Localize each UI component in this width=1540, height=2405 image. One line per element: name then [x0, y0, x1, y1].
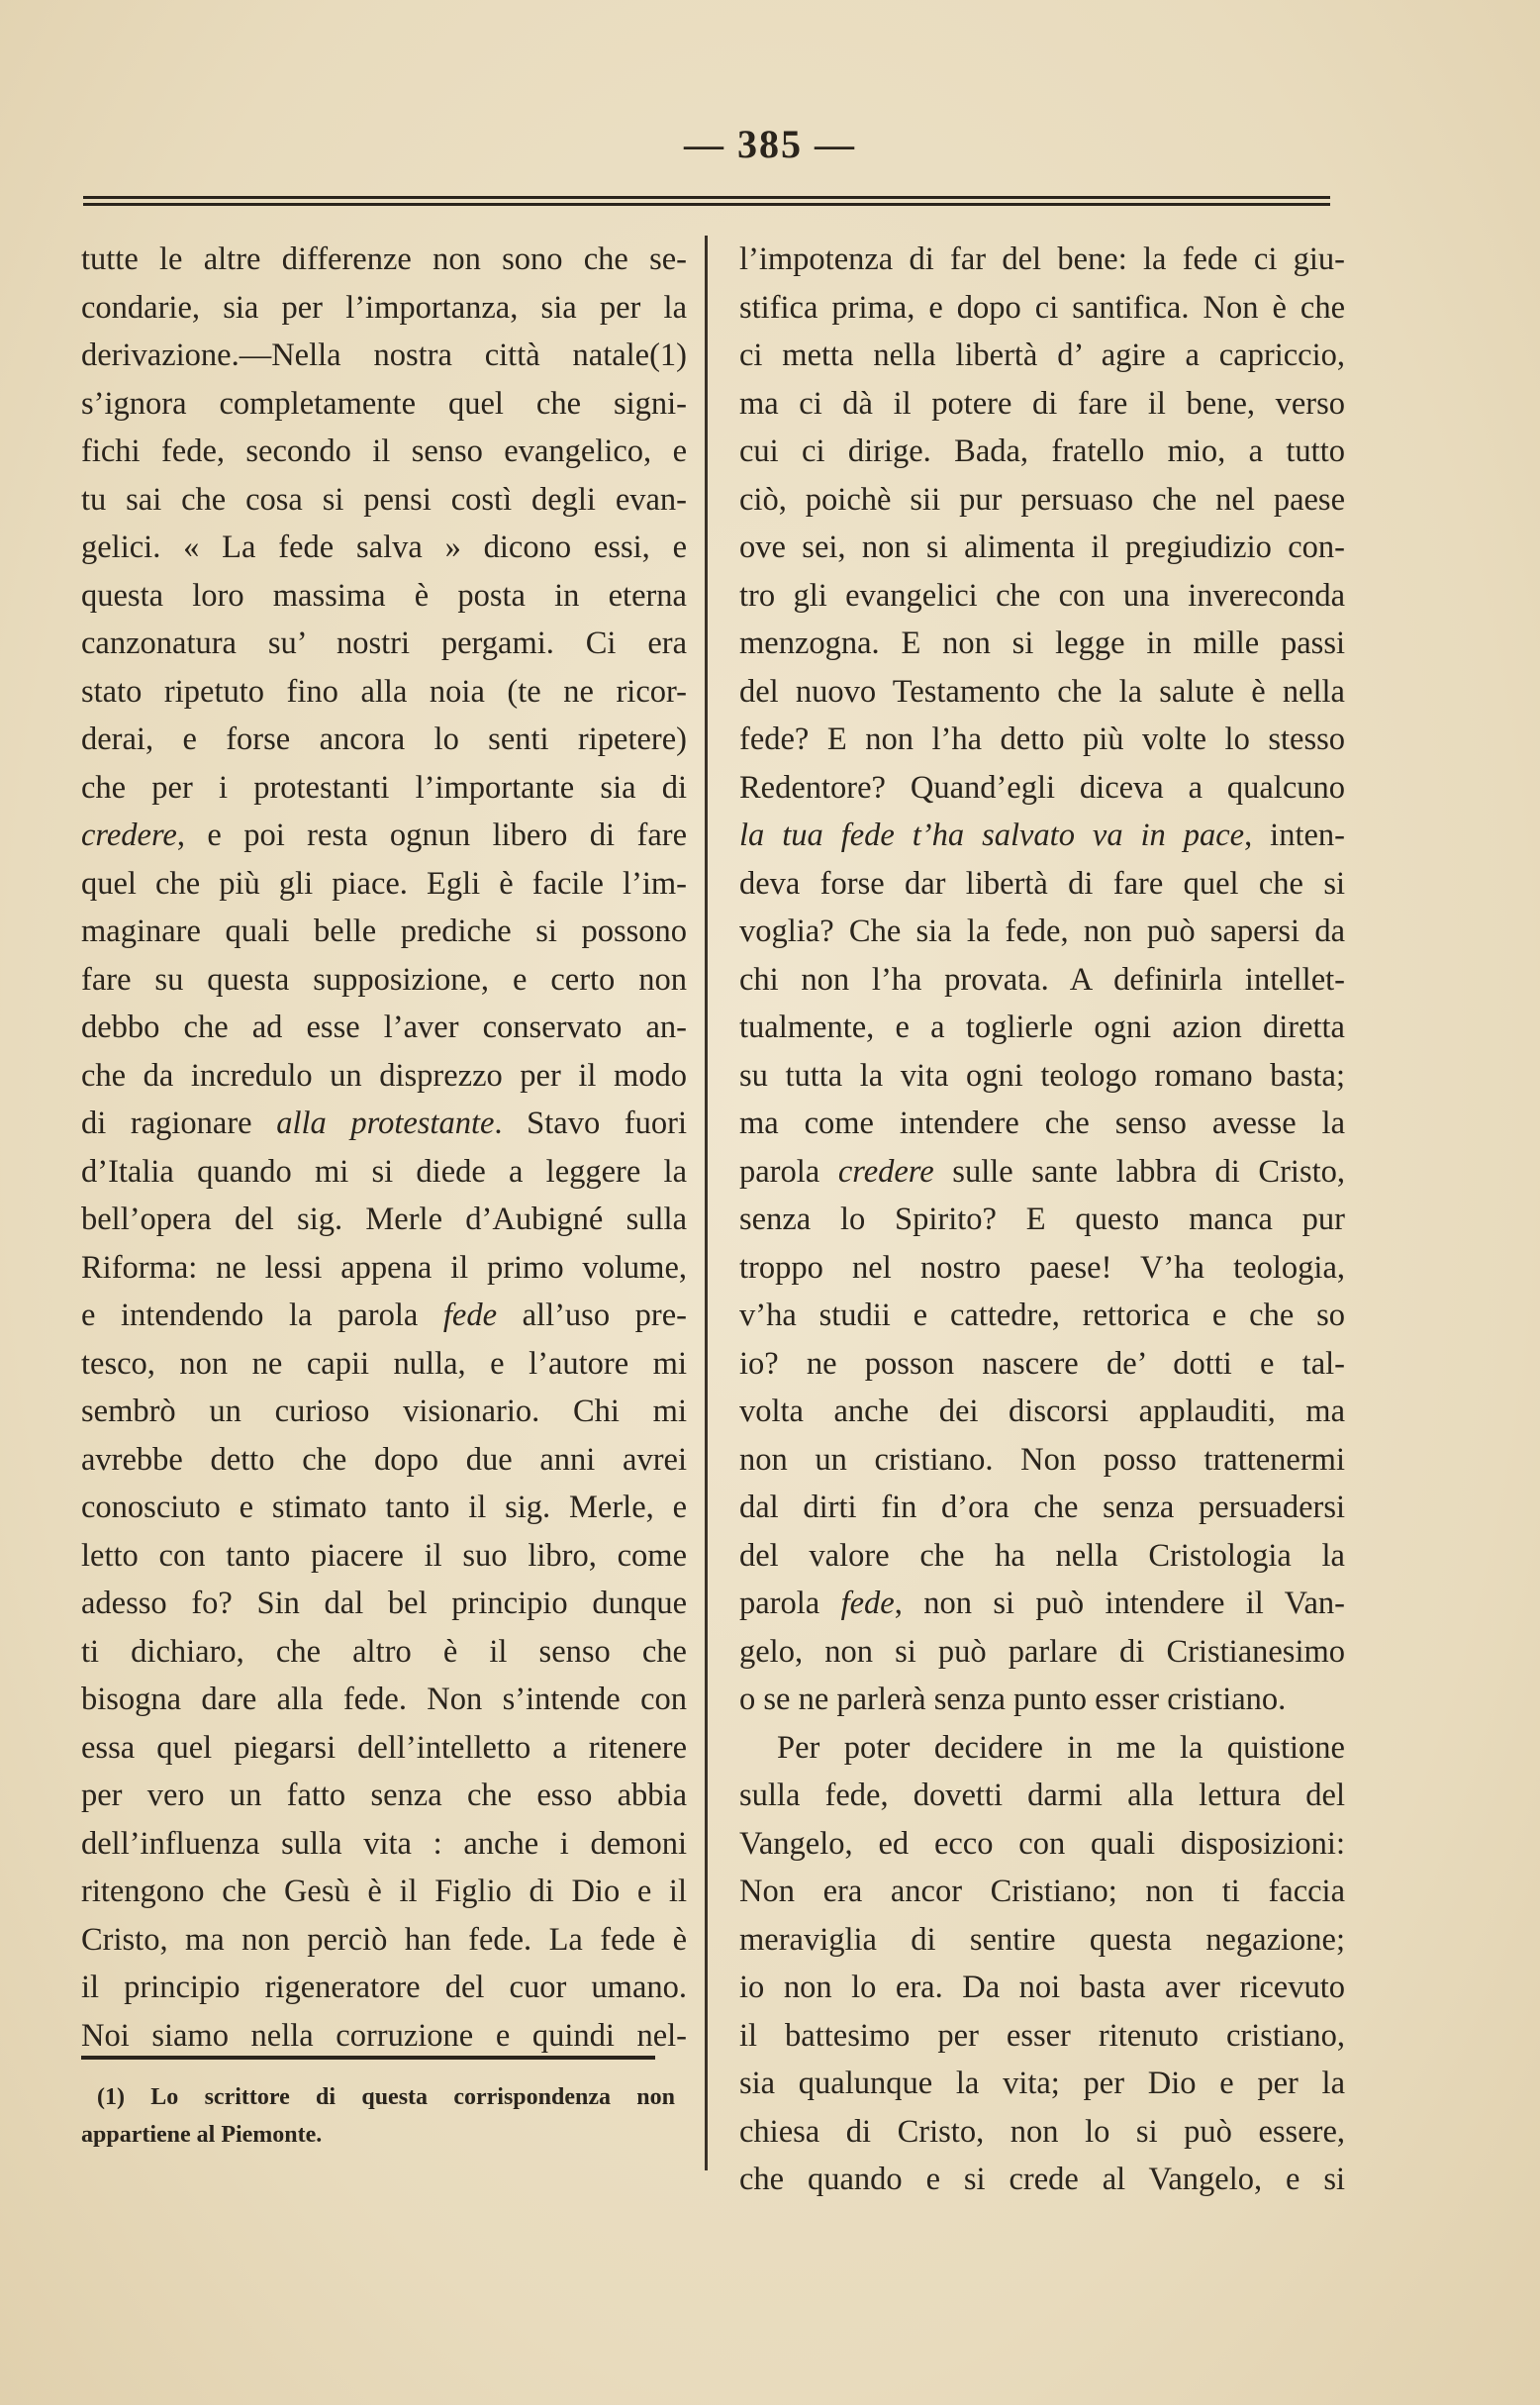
text-line: condarie, sia per l’importanza, sia per la	[81, 289, 687, 326]
italic-word: credere	[837, 1153, 934, 1190]
right-column	[739, 236, 1345, 2204]
text-line: ci metta nella libertà d’ agire a capriccio,	[739, 337, 1345, 373]
text-line: Noi siamo nella corruzione e quindi nel-	[81, 2017, 687, 2054]
text-line: letto con tanto piacere il suo libro, come	[81, 1537, 687, 1574]
italic-word: alla protestante	[276, 1106, 495, 1141]
text-line: credere, e poi resta ognun libero di fare	[81, 818, 687, 853]
text-line: tutte le altre differenze non sono che se-	[81, 241, 687, 277]
text-line: fare su questa supposizione, e certo non	[81, 961, 687, 998]
text-line: derivazione.—Nella nostra città natale(1)	[81, 337, 687, 373]
text-line: che da incredulo un disprezzo per il modo	[81, 1057, 687, 1094]
text-line: la tua fede t’ha salvato va in pace, inten-	[739, 818, 1345, 853]
text-line: stato ripetuto fino alla noia (te ne ricor-	[81, 673, 687, 710]
text-line: bell’opera del sig. Merle d’Aubigné sulla	[81, 1202, 687, 1237]
footnote-rule	[81, 2056, 655, 2060]
text-line: Vangelo, ed ecco con quali disposizioni:	[739, 1825, 1345, 1862]
text-line: ma ci dà il potere di fare il bene, verso	[739, 385, 1345, 422]
italic-word: fede	[840, 1586, 895, 1621]
text-line: tro gli evangelici che con una invereconda	[739, 577, 1345, 614]
text-line: cui ci dirige. Bada, fratello mio, a tutto	[739, 433, 1345, 469]
text-line: ti dichiaro, che altro è il senso che	[81, 1633, 687, 1670]
text-line: v’ha studii e cattedre, rettorica e che so	[739, 1298, 1345, 1333]
text-line: dal dirti fin d’ora che senza persuadersi	[739, 1490, 1345, 1525]
text-line: il principio rigeneratore del cuor umano.	[81, 1970, 687, 2005]
text-line: ritengono che Gesù è il Figlio di Dio e il	[81, 1874, 687, 1909]
text-line: chiesa di Cristo, non lo si può essere,	[739, 2113, 1345, 2150]
text-line: volta anche dei discorsi applauditi, ma	[739, 1394, 1345, 1429]
text-line: canzonatura su’ nostri pergami. Ci era	[81, 625, 687, 661]
text-line: parola fede, non si può intendere il Van-	[739, 1586, 1345, 1621]
text-line: e intendendo la parola fede all’uso pre-	[81, 1298, 687, 1333]
text-line: tesco, non ne capii nulla, e l’autore mi	[81, 1345, 687, 1382]
text-line: tu sai che cosa si pensi costì degli evan-	[81, 481, 687, 518]
text-line: voglia? Che sia la fede, non può sapersi da	[739, 914, 1345, 949]
text-line: fede? E non l’ha detto più volte lo stesso	[739, 722, 1345, 757]
text-line: dell’influenza sulla vita : anche i demoni	[81, 1825, 687, 1862]
text-line: deva forse dar libertà di fare quel che si	[739, 865, 1345, 902]
text-line: ciò, poichè sii pur persuaso che nel paese	[739, 481, 1345, 518]
text-line: gelo, non si può parlare di Cristianesimo	[739, 1633, 1345, 1670]
text-line: s’ignora completamente quel che signi-	[81, 385, 687, 422]
text-line: io non lo era. Da noi basta aver ricevuto	[739, 1970, 1345, 2005]
footnote-line: (1) Lo scrittore di questa corrispondenza non	[97, 2084, 675, 2110]
text-line: Per poter decidere in me la quistione	[777, 1729, 1345, 1766]
text-line: avrebbe detto che dopo due anni avrei	[81, 1441, 687, 1478]
column-divider	[705, 236, 708, 2170]
footnote	[81, 2078, 675, 2154]
footnote-line: appartiene al Piemonte.	[81, 2122, 323, 2148]
text-line: troppo nel nostro paese! V’ha teologia,	[739, 1249, 1345, 1286]
text-line: del valore che ha nella Cristologia la	[739, 1537, 1345, 1574]
text-line: io? ne posson nascere de’ dotti e tal-	[739, 1345, 1345, 1382]
text-line: conosciuto e stimato tanto il sig. Merle, e	[81, 1490, 687, 1525]
text-line: o se ne parlerà senza punto esser cristiano.	[739, 1682, 1287, 1717]
text-line: questa loro massima è posta in eterna	[81, 577, 687, 614]
text-line: sia qualunque la vita; per Dio e per la	[739, 2066, 1345, 2101]
text-line: gelici. « La fede salva » dicono essi, e	[81, 529, 687, 565]
text-line: l’impotenza di far del bene: la fede ci giu-	[739, 241, 1345, 277]
text-line: il battesimo per esser ritenuto cristiano,	[739, 2017, 1345, 2054]
text-line: tualmente, e a toglierle ogni azion diretta	[739, 1010, 1345, 1045]
italic-word: credere	[81, 818, 177, 853]
left-column	[81, 236, 687, 2060]
text-line: che quando e si crede al Vangelo, e si	[739, 2162, 1345, 2197]
text-line: derai, e forse ancora lo senti ripetere)	[81, 722, 687, 757]
text-line: ove sei, non si alimenta il pregiudizio con-	[739, 529, 1345, 565]
text-line: adesso fo? Sin dal bel principio dunque	[81, 1586, 687, 1621]
text-line: Redentore? Quand’egli diceva a qualcuno	[739, 769, 1345, 806]
text-line: Non era ancor Cristiano; non ti faccia	[739, 1874, 1345, 1909]
text-line: Riforma: ne lessi appena il primo volume,	[81, 1249, 687, 1286]
text-line: maginare quali belle prediche si possono	[81, 914, 687, 949]
text-line: meraviglia di sentire questa negazione;	[739, 1921, 1345, 1958]
text-line: fichi fede, secondo il senso evangelico, e	[81, 433, 687, 469]
text-line: stifica prima, e dopo ci santifica. Non è che	[739, 289, 1345, 326]
text-line: d’Italia quando mi si diede a leggere la	[81, 1153, 687, 1190]
italic-word: la tua fede t’ha salvato va in pace	[739, 818, 1245, 853]
text-line: non un cristiano. Non posso trattenermi	[739, 1441, 1345, 1478]
text-line: di ragionare alla protestante. Stavo fuori	[81, 1106, 687, 1141]
text-line: sulla fede, dovetti darmi alla lettura del	[739, 1778, 1345, 1813]
text-line: Cristo, ma non perciò han fede. La fede è	[81, 1921, 687, 1958]
text-line: del nuovo Testamento che la salute è nella	[739, 673, 1345, 710]
text-line: bisogna dare alla fede. Non s’intende con	[81, 1682, 687, 1717]
text-line: debbo che ad esse l’aver conservato an-	[81, 1010, 687, 1045]
text-line: per vero un fatto senza che esso abbia	[81, 1778, 687, 1813]
text-line: su tutta la vita ogni teologo romano basta;	[739, 1057, 1345, 1094]
text-line: essa quel piegarsi dell’intelletto a ritenere	[81, 1729, 687, 1766]
header-rule	[83, 196, 1330, 206]
text-line: menzogna. E non si legge in mille passi	[739, 625, 1345, 661]
text-line: chi non l’ha provata. A definirla intellet-	[739, 961, 1345, 998]
text-line: quel che più gli piace. Egli è facile l’im-	[81, 865, 687, 902]
text-line: senza lo Spirito? E questo manca pur	[739, 1202, 1345, 1237]
text-line: ma come intendere che senso avesse la	[739, 1106, 1345, 1141]
text-line: che per i protestanti l’importante sia di	[81, 769, 687, 806]
page-number: — 385 —	[684, 122, 856, 166]
italic-word: fede	[442, 1298, 498, 1333]
text-line: sembrò un curioso visionario. Chi mi	[81, 1394, 687, 1429]
text-line: parola credere sulle sante labbra di Cristo,	[739, 1153, 1345, 1190]
